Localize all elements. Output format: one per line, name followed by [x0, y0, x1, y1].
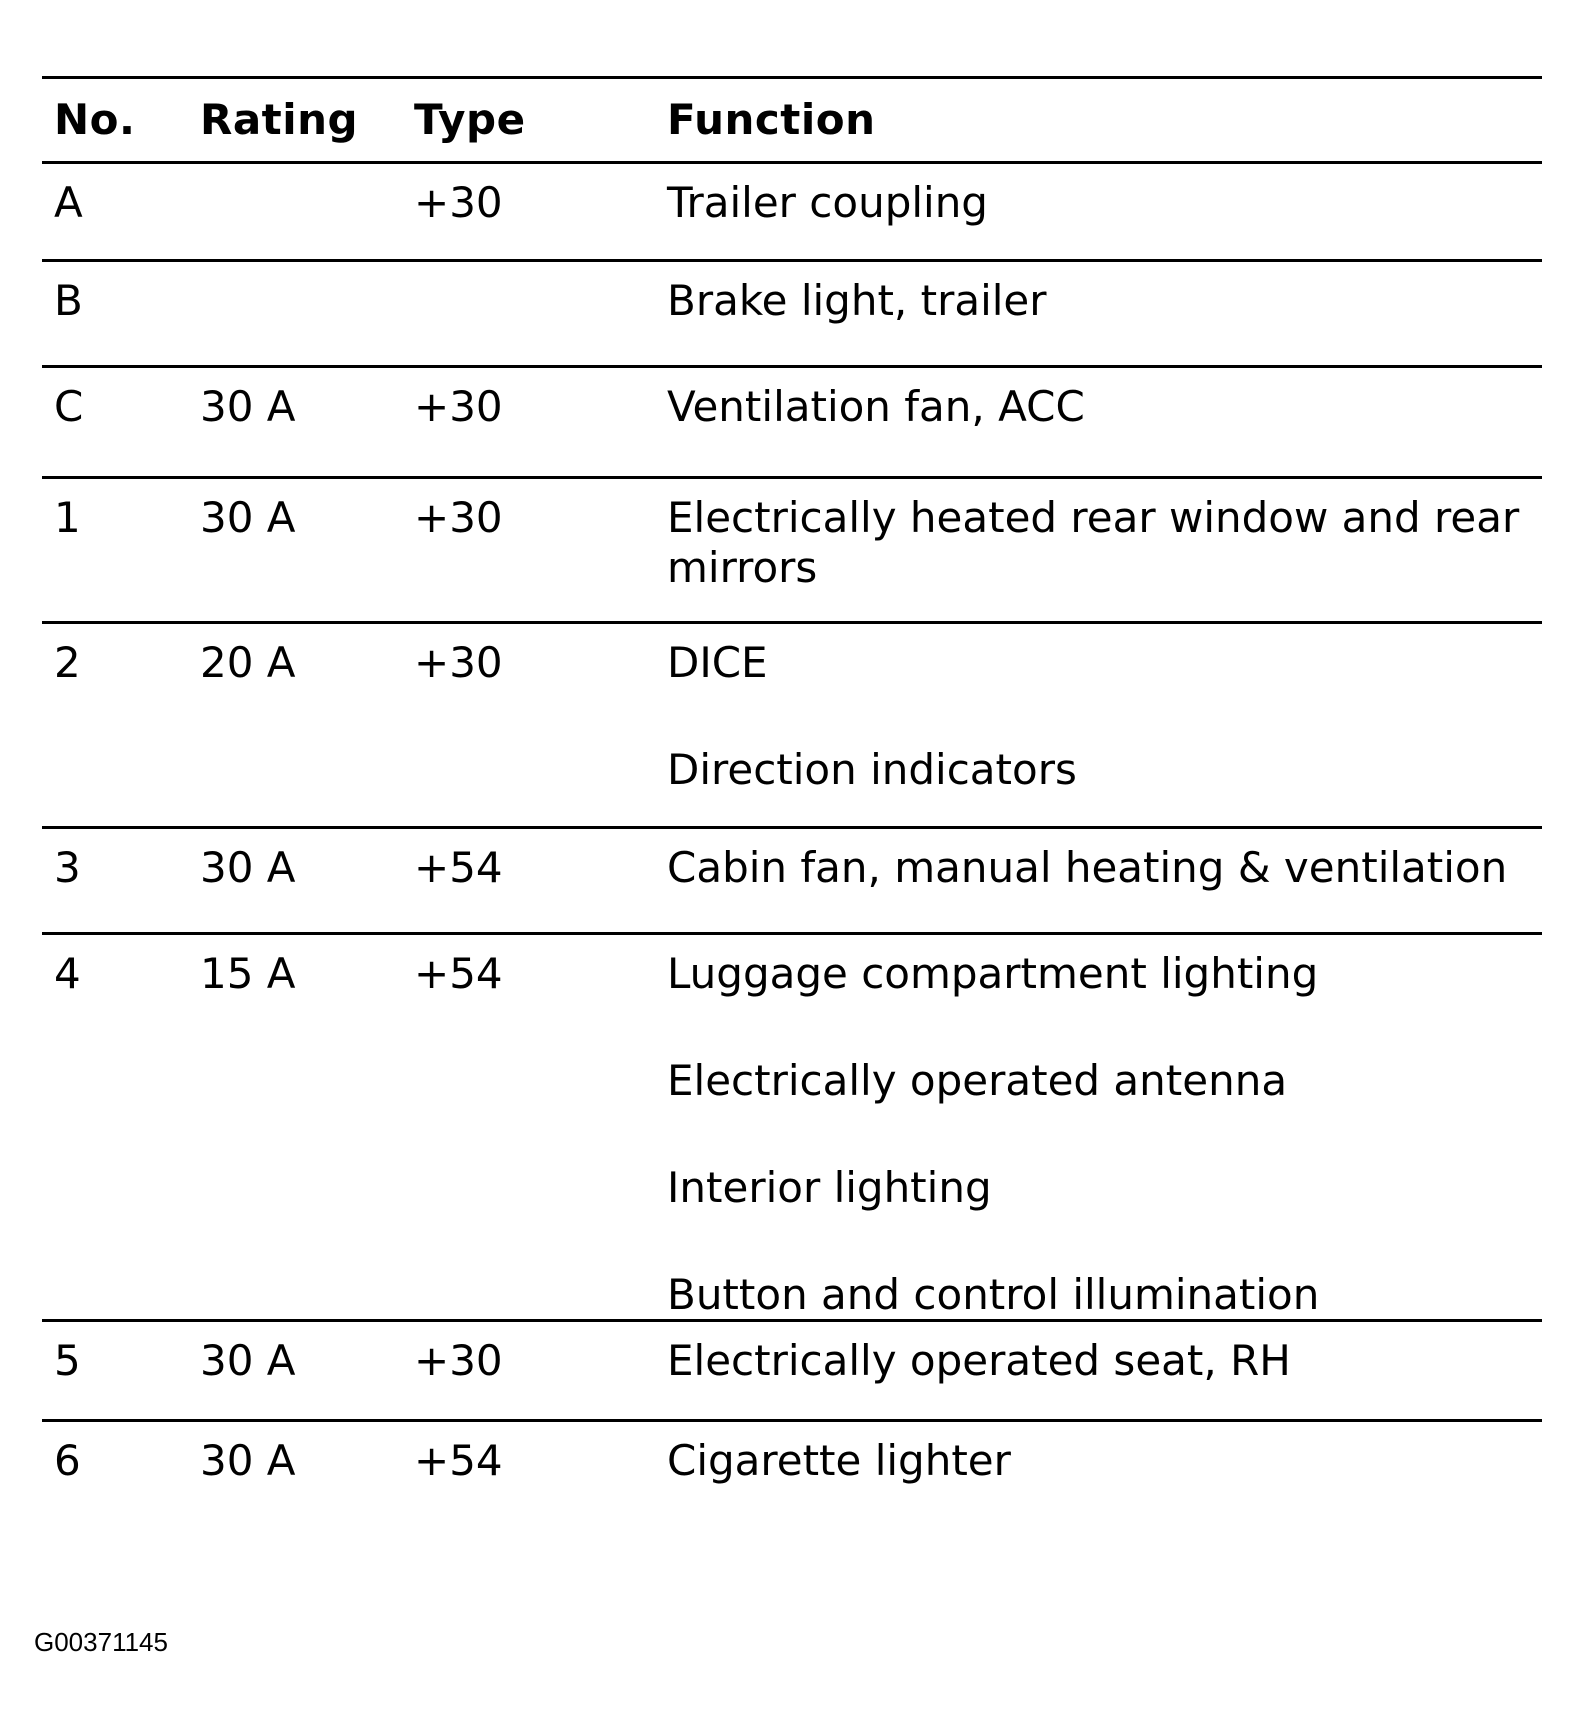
cell-function [667, 262, 1542, 326]
cell-type: +30 [414, 382, 503, 431]
cell-rating: 30 A [200, 493, 296, 542]
table-row [42, 479, 1542, 621]
cell-rating: 30 A [200, 1336, 296, 1385]
cell-rating: 20 A [200, 638, 296, 687]
table-row [42, 368, 1542, 476]
cell-type: +54 [414, 1436, 503, 1485]
cell-no: 6 [54, 1436, 81, 1485]
cell-function [667, 164, 1542, 228]
function-entry: Luggage compartment lighting [667, 949, 1319, 998]
table-row [42, 164, 1542, 259]
cell-rating: 30 A [200, 1436, 296, 1485]
cell-function [667, 935, 1542, 1320]
function-entry: Electrically heated rear window and rear mirrors [667, 493, 1520, 592]
header-function: Function [667, 95, 876, 144]
header-rating: Rating [200, 95, 359, 144]
cell-no: 4 [54, 949, 81, 998]
function-entry: Brake light, trailer [667, 276, 1047, 325]
cell-no: 3 [54, 843, 81, 892]
cell-no: A [54, 178, 83, 227]
function-entry: DICE [667, 638, 768, 687]
cell-no: B [54, 276, 83, 325]
cell-type: +54 [414, 949, 503, 998]
cell-type: +30 [414, 493, 503, 542]
cell-function [667, 829, 1542, 893]
cell-type [414, 262, 667, 276]
function-entry: Electrically operated seat, RH [667, 1336, 1291, 1385]
function-entry: Electrically operated antenna [667, 1056, 1288, 1105]
table-row [42, 1422, 1542, 1542]
cell-type: +30 [414, 178, 503, 227]
table-row [42, 262, 1542, 365]
function-entry: Trailer coupling [667, 178, 988, 227]
table-row [42, 829, 1542, 932]
fuse-table [42, 76, 1542, 1542]
function-entry: Interior lighting [667, 1163, 992, 1212]
cell-rating [200, 262, 414, 276]
table-header-row [42, 79, 1542, 161]
function-entry: Button and control illumination [667, 1270, 1320, 1319]
function-entry: Direction indicators [667, 745, 1077, 794]
function-entry: Cigarette lighter [667, 1436, 1011, 1485]
cell-rating: 30 A [200, 382, 296, 431]
cell-rating: 15 A [200, 949, 296, 998]
cell-function [667, 1422, 1542, 1486]
table-row [42, 1322, 1542, 1419]
cell-function [667, 479, 1542, 593]
cell-rating [200, 164, 414, 178]
cell-type: +30 [414, 638, 503, 687]
cell-function [667, 624, 1542, 795]
table-row [42, 624, 1542, 826]
function-entry: Cabin fan, manual heating & ventilation [667, 843, 1508, 892]
cell-function [667, 368, 1542, 432]
cell-type: +54 [414, 843, 503, 892]
function-entry: Ventilation fan, ACC [667, 382, 1085, 431]
header-type: Type [414, 95, 526, 144]
cell-function [667, 1322, 1542, 1386]
cell-type: +30 [414, 1336, 503, 1385]
cell-no: C [54, 382, 84, 431]
cell-no: 1 [54, 493, 81, 542]
cell-no: 5 [54, 1336, 81, 1385]
figure-code: G00371145 [34, 1627, 168, 1657]
table-row [42, 935, 1542, 1319]
header-no: No. [54, 95, 136, 144]
cell-no: 2 [54, 638, 81, 687]
table-body [42, 161, 1542, 1542]
cell-rating: 30 A [200, 843, 296, 892]
